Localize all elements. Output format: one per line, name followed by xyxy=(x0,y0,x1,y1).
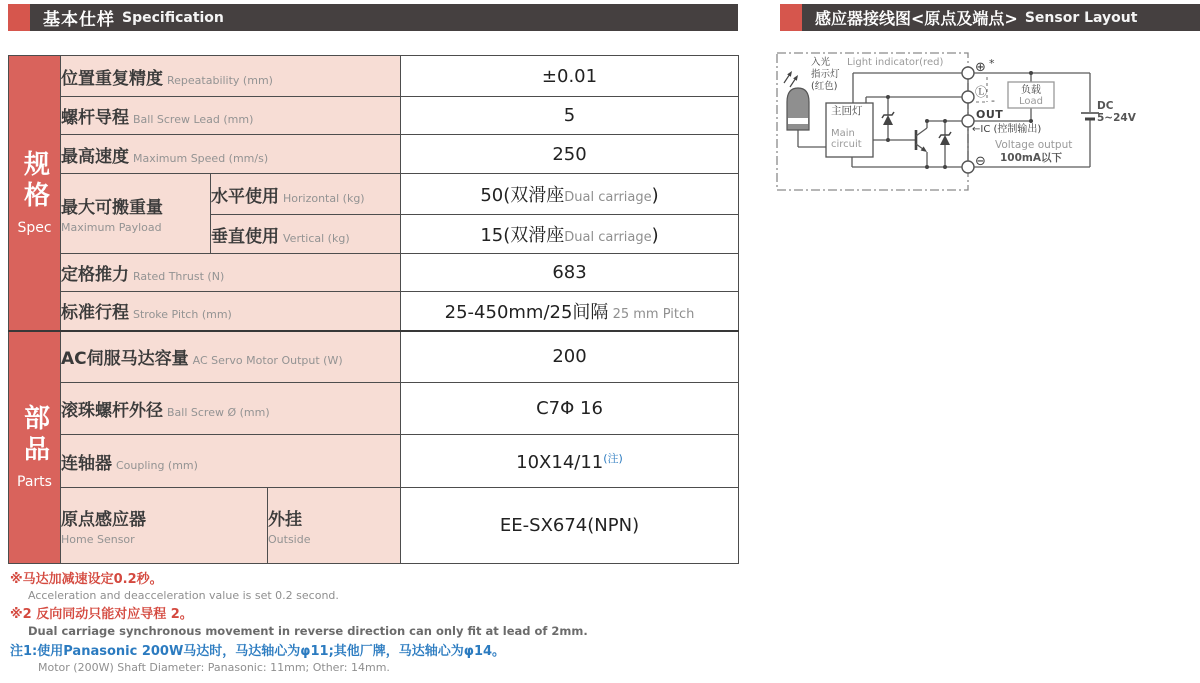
coupling-note-superscript: (注) xyxy=(603,451,623,465)
terminal-light-dash: - xyxy=(991,94,995,107)
section-label-parts-zh: 部品 xyxy=(19,404,50,467)
row-label-sensor-mount: 外挂 Outside xyxy=(268,488,401,564)
specification-table xyxy=(8,55,739,564)
light-indicator-label-en: Light indicator(red) xyxy=(847,57,944,68)
row-value-motor: 200 xyxy=(401,331,739,383)
spec-header-title-zh: 基本仕样 xyxy=(43,10,115,30)
terminal-light-on-label: Ⓛ xyxy=(975,85,988,99)
sensor-header-bar xyxy=(802,4,1200,31)
row-value-coupling: 10X14/11$^{(注)}$ xyxy=(401,435,739,488)
row-value-horizontal: 50(双滑座Dual carriage) xyxy=(401,174,739,215)
footnote-shaft-zh: 注1:使用Panasonic 200W马达时，马达轴心为φ11;其他厂牌，马达轴心为φ14。 xyxy=(10,644,506,659)
row-label-thrust: 定格推力 Rated Thrust (N) xyxy=(61,254,401,292)
dc-label: DC xyxy=(1097,100,1114,112)
row-value-thrust: 683 xyxy=(401,254,739,292)
footnotes xyxy=(10,571,750,678)
row-value-repeatability: ±0.01 xyxy=(401,56,739,97)
row-label-coupling: 连轴器 Coupling (mm) xyxy=(61,435,401,488)
table-row xyxy=(9,97,739,135)
section-label-parts-en: Parts xyxy=(17,474,52,491)
spec-header-title-en: Specification xyxy=(122,9,224,26)
main-circuit-label-zh: 主回灯 xyxy=(831,105,863,117)
ic-control-output-label: ←IC (控制输出) xyxy=(972,124,1042,135)
spec-section-header xyxy=(8,4,738,31)
terminal-minus-label: ⊖ xyxy=(975,154,986,169)
row-label-speed: 最高速度 Maximum Speed (mm/s) xyxy=(61,135,401,174)
section-label-spec-zh: 规格 xyxy=(19,149,50,212)
load-label-zh: 负载 xyxy=(1021,85,1041,96)
current-limit-label: 100mA以下 xyxy=(1000,152,1062,164)
table-row xyxy=(9,135,739,174)
terminal-out-label: OUT xyxy=(976,108,1004,121)
terminal-plus-label: ⊕ xyxy=(975,60,986,75)
row-value-home-sensor: EE-SX674(NPN) xyxy=(401,488,739,564)
row-label-payload: 最大可搬重量 Maximum Payload xyxy=(61,174,211,254)
table-row xyxy=(9,254,739,292)
dc-range-label: 5~24V xyxy=(1097,112,1136,124)
incident-light-label-zh-2: 指示灯 xyxy=(811,69,840,80)
table-row xyxy=(9,292,739,331)
row-value-stroke: 25-450mm/25间隔 25 mm Pitch xyxy=(401,292,739,331)
accent-square-icon xyxy=(780,4,802,31)
main-circuit-label-en-2: circuit xyxy=(831,139,862,150)
incident-light-label-zh-1: 入光 xyxy=(811,57,831,68)
sensor-wiring-diagram xyxy=(775,45,1187,197)
footnote-shaft-en: Motor (200W) Shaft Diameter: Panasonic: 11mm; Other: 14mm. xyxy=(38,661,390,674)
row-label-vertical: 垂直使用 Vertical (kg) xyxy=(211,215,401,254)
incident-light-label-zh-3: (红色) xyxy=(811,81,838,92)
table-row xyxy=(9,56,739,97)
main-circuit-label-en-1: Main xyxy=(831,128,855,139)
table-row xyxy=(9,174,739,215)
accent-square-icon xyxy=(8,4,30,31)
table-row xyxy=(9,435,739,488)
footnote-dual-en: Dual carriage synchronous movement in reverse direction can only fit at lead of 2mm. xyxy=(28,624,588,638)
sensor-header-title-en: Sensor Layout xyxy=(1024,9,1138,26)
row-label-stroke: 标准行程 Stroke Pitch (mm) xyxy=(61,292,401,331)
footnote-accel-zh: ※马达加减速设定0.2秒。 xyxy=(10,572,163,587)
spec-header-bar xyxy=(30,4,738,31)
section-label-spec xyxy=(9,56,61,331)
footnote-accel-en: Acceleration and deacceleration value is set 0.2 second. xyxy=(28,589,339,602)
footnote-dual-zh: ※2 反向同动只能对应导程 2。 xyxy=(10,607,193,622)
section-label-spec-en: Spec xyxy=(17,219,52,236)
sensor-header-title-zh: 感应器接线图<原点及端点> xyxy=(815,9,1018,28)
row-label-motor: AC伺服马达容量 AC Servo Motor Output (W) xyxy=(61,331,401,383)
row-label-lead: 螺杆导程 Ball Screw Lead (mm) xyxy=(61,97,401,135)
table-row xyxy=(9,383,739,435)
sensor-layout-header xyxy=(780,4,1200,31)
row-label-screw: 滚珠螺杆外径 Ball Screw Ø (mm) xyxy=(61,383,401,435)
voltage-output-label: Voltage output xyxy=(995,139,1073,151)
row-label-home-sensor: 原点感应器 Home Sensor xyxy=(61,488,268,564)
section-label-parts xyxy=(9,331,61,564)
row-value-lead: 5 xyxy=(401,97,739,135)
table-row xyxy=(9,488,739,564)
terminal-plus-asterisk: * xyxy=(989,57,995,70)
row-label-horizontal: 水平使用 Horizontal (kg) xyxy=(211,174,401,215)
row-value-speed: 250 xyxy=(401,135,739,174)
row-value-vertical: 15(双滑座Dual carriage) xyxy=(401,215,739,254)
row-value-screw: C7Φ 16 xyxy=(401,383,739,435)
load-label-en: Load xyxy=(1019,96,1043,107)
table-row xyxy=(9,331,739,383)
row-label-repeatability: 位置重复精度 Repeatability (mm) xyxy=(61,56,401,97)
